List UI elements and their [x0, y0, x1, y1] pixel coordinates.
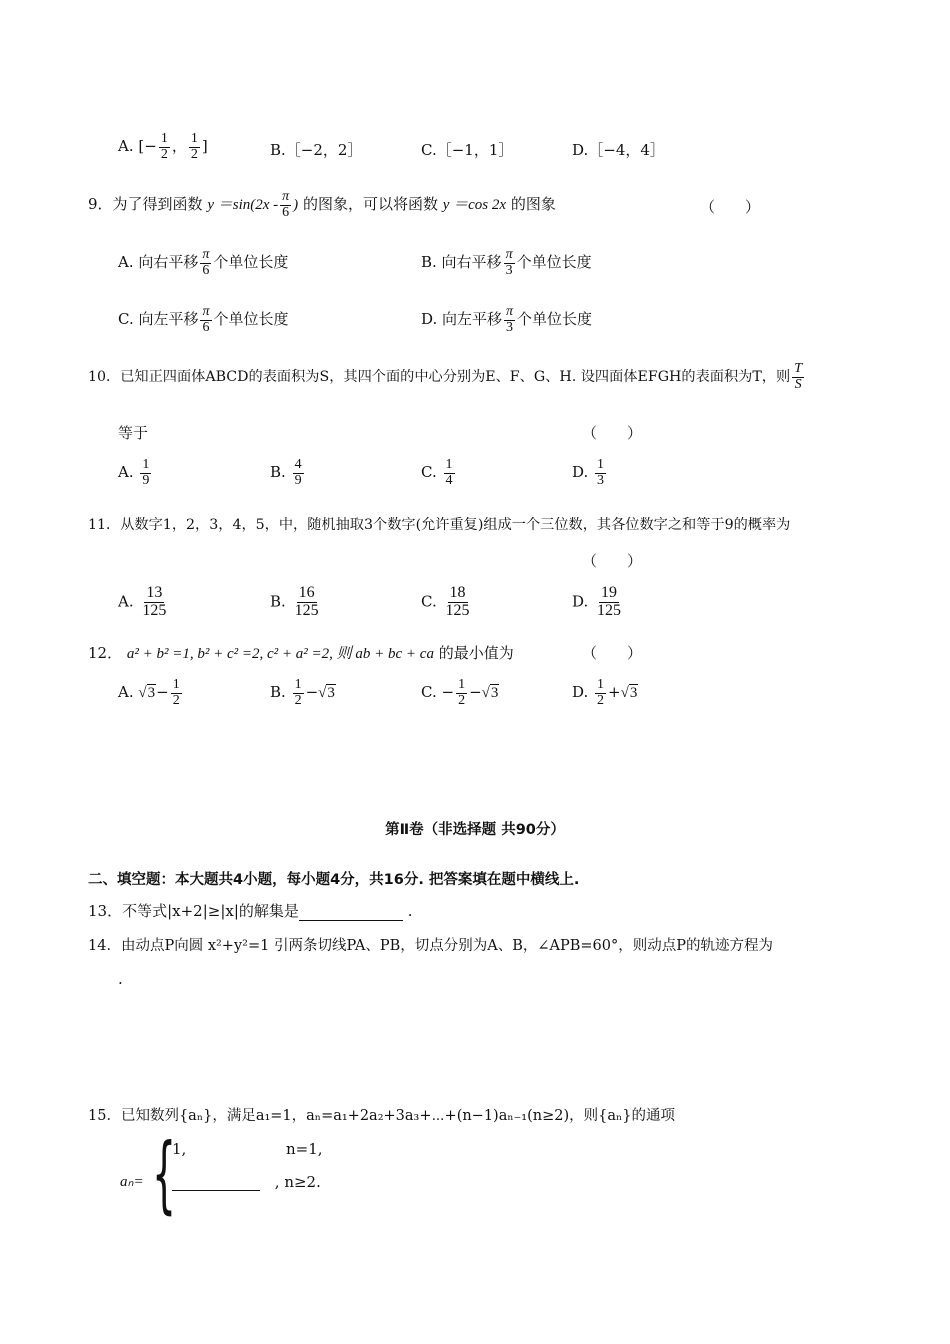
q11-answer-paren: （ ）	[582, 552, 643, 570]
q11-option-b: B. $\frac{16}{125}$	[270, 584, 319, 619]
q12-option-b: B. $\frac{1}{2}$ −√3	[270, 677, 335, 708]
q14-tail: .	[118, 970, 123, 988]
q10-stem-cont: 等于	[118, 424, 149, 442]
q15-case2: , n≥2.	[172, 1172, 321, 1191]
q8-option-b: B.［−2，2］	[270, 141, 363, 159]
q8-a-frac2: $\frac{1}{2}$	[190, 131, 198, 162]
q12-answer-paren: （ ）	[582, 644, 643, 662]
q10-stem: 10．已知正四面体ABCD的表面积为S，其四个面的中心分别为E、F、G、H. 设四面体EFGH的表面积为T，则 $\frac{T}{S}$	[88, 361, 802, 392]
q15-case1-value: 1,	[172, 1140, 187, 1158]
q9-option-a: A. 向右平移 $\frac{\pi}{6}$ 个单位长度	[118, 247, 289, 278]
q12-option-d: D. $\frac{1}{2}$ +√3	[572, 677, 638, 708]
section-title: 第Ⅱ卷（非选择题 共90分）	[385, 822, 565, 838]
q11-option-d: D. $\frac{19}{125}$	[572, 584, 622, 619]
q9-answer-paren: （ ）	[700, 198, 761, 216]
q10-option-c: C. $\frac{1}{4}$	[421, 457, 453, 488]
q15-left-brace: {	[152, 1125, 177, 1223]
q13-answer-blank[interactable]	[299, 902, 403, 921]
q10-option-d: D. $\frac{1}{3}$	[572, 457, 605, 488]
q9-stem: 9．为了得到函数 y ＝sin(2x - $\frac{\pi}{6}$ ) 的图象，可以将函数 y ＝cos 2x 的图象	[88, 189, 556, 220]
q8-option-a: A. [− $\frac{1}{2}$ ， $\frac{1}{2}$ ]	[118, 131, 208, 162]
q15-stem: 15．已知数列{aₙ}，满足a₁=1，aₙ=a₁+2a₂+3a₃+⋯+(n−1)aₙ₋₁(n≥2)，则{aₙ}的通项	[88, 1108, 675, 1124]
q9-option-c: C. 向左平移 $\frac{\pi}{6}$ 个单位长度	[118, 304, 289, 335]
q9-option-d: D. 向左平移 $\frac{\pi}{3}$ 个单位长度	[421, 304, 593, 335]
q10-option-b: B. $\frac{4}{9}$	[270, 457, 302, 488]
q11-option-a: A. $\frac{13}{125}$	[118, 584, 167, 619]
q12-stem: 12． a² + b² =1, b² + c² =2, c² + a² =2, 则 ab + bc + ca 的最小值为	[88, 644, 514, 662]
q9-option-b: B. 向右平移 $\frac{\pi}{3}$ 个单位长度	[421, 247, 592, 278]
q12-option-c: C. − $\frac{1}{2}$ −√3	[421, 677, 499, 708]
q8-option-c: C.［−1，1］	[421, 141, 514, 159]
q8-option-d: D.［−4，4］	[572, 141, 665, 159]
q10-answer-paren: （ ）	[582, 424, 643, 442]
q10-option-a: A. $\frac{1}{9}$	[118, 457, 150, 488]
q15-case1-cond: n=1,	[286, 1140, 323, 1158]
q13: 13．不等式|x+2|≥|x|的解集是 .	[88, 902, 413, 920]
q11-stem: 11．从数字1，2，3，4，5，中，随机抽取3个数字(允许重复)组成一个三位数，其各位数字之和等于9的概率为	[88, 517, 791, 533]
q9-func-frac: $\frac{\pi}{6}$	[282, 189, 290, 220]
q15-answer-blank[interactable]	[172, 1172, 260, 1191]
q12-option-a: A. √3− $\frac{1}{2}$	[118, 677, 180, 708]
q11-option-c: C. $\frac{18}{125}$	[421, 584, 470, 619]
q8-a-frac1: $\frac{1}{2}$	[160, 131, 168, 162]
section-heading: 二、填空题：本大题共4小题，每小题4分，共16分. 把答案填在题中横线上.	[88, 872, 580, 888]
q15-lhs: aₙ=	[120, 1174, 144, 1190]
q14-stem: 14．由动点P向圆 x²+y²=1 引两条切线PA、PB，切点分别为A、B，∠APB=60°，则动点P的轨迹方程为	[88, 938, 774, 954]
